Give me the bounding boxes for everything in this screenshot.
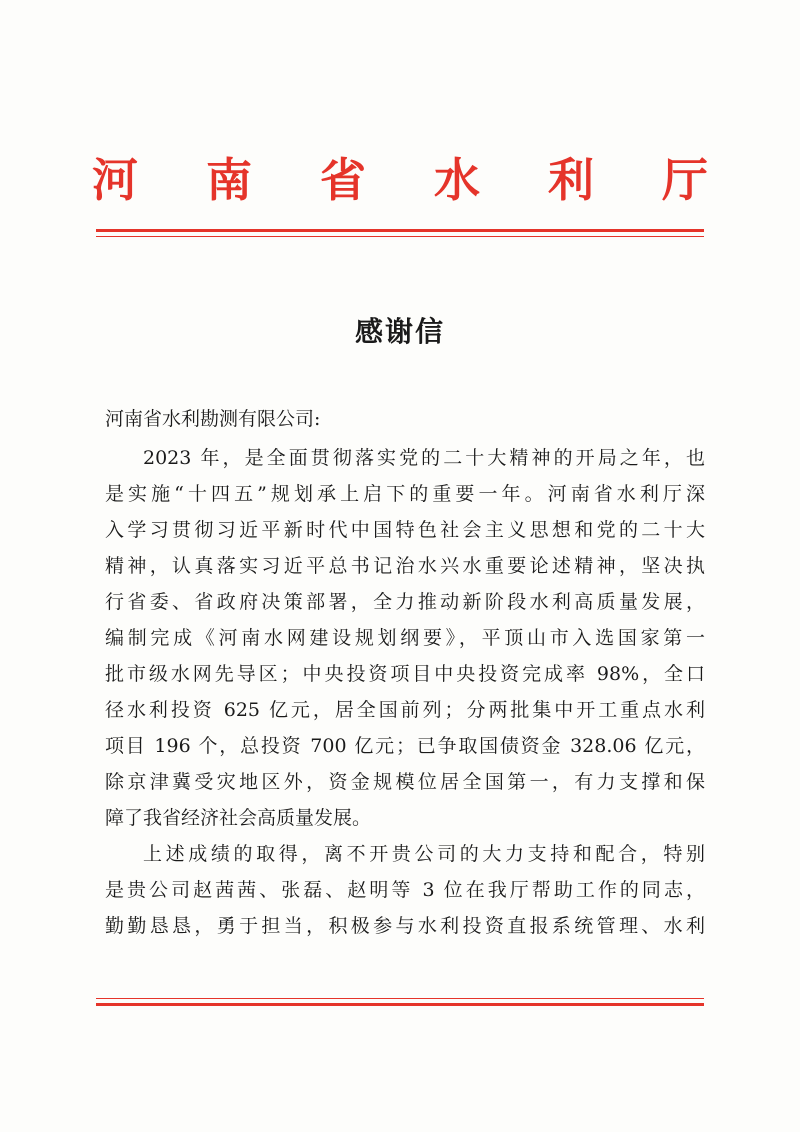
document-title: 感谢信 — [354, 315, 445, 348]
letterhead-org-name: 河 南 省 水 利 厅 — [91, 153, 735, 207]
paragraph-1-line: 入学习贯彻习近平新时代中国特色社会主义思想和党的二十大 — [105, 519, 705, 541]
paragraph-1-line: 精神，认真落实习近平总书记治水兴水重要论述精神，坚决执 — [105, 555, 705, 577]
paragraph-2-line: 是贵公司赵茜茜、张磊、赵明等 3 位在我厅帮助工作的同志， — [105, 879, 705, 901]
paragraph-1-line: 是实施“十四五”规划承上启下的重要一年。河南省水利厅深 — [105, 483, 705, 505]
paragraph-1-line: 障了我省经济社会高质量发展。 — [105, 807, 372, 829]
paragraph-2-line: 勤勤恳恳，勇于担当，积极参与水利投资直报系统管理、水利 — [105, 915, 705, 937]
paragraph-1-line: 径水利投资 625 亿元，居全国前列；分两批集中开工重点水利 — [105, 699, 705, 721]
paragraph-1-line: 编制完成《河南水网建设规划纲要》，平顶山市入选国家第一 — [105, 627, 705, 649]
paragraph-1-line: 2023 年，是全面贯彻落实党的二十大精神的开局之年，也 — [143, 447, 705, 469]
paragraph-1-line: 项目 196 个，总投资 700 亿元；已争取国债资金 328.06 亿元， — [105, 735, 705, 757]
salutation: 河南省水利勘测有限公司: — [105, 408, 321, 430]
letterhead-rule-thick — [96, 229, 704, 232]
footer-rule-thick — [96, 1003, 704, 1006]
paragraph-1-line: 除京津冀受灾地区外，资金规模位居全国第一，有力支撑和保 — [105, 771, 705, 793]
letterhead-rule-thin — [96, 236, 704, 237]
letter-body — [105, 440, 705, 944]
footer-rule-thin — [96, 998, 704, 999]
paragraph-1-line: 批市级水网先导区；中央投资项目中央投资完成率 98%，全口 — [105, 663, 705, 685]
paragraph-1-line: 行省委、省政府决策部署，全力推动新阶段水利高质量发展， — [105, 591, 705, 613]
paragraph-2-line: 上述成绩的取得，离不开贵公司的大力支持和配合，特别 — [143, 843, 705, 865]
